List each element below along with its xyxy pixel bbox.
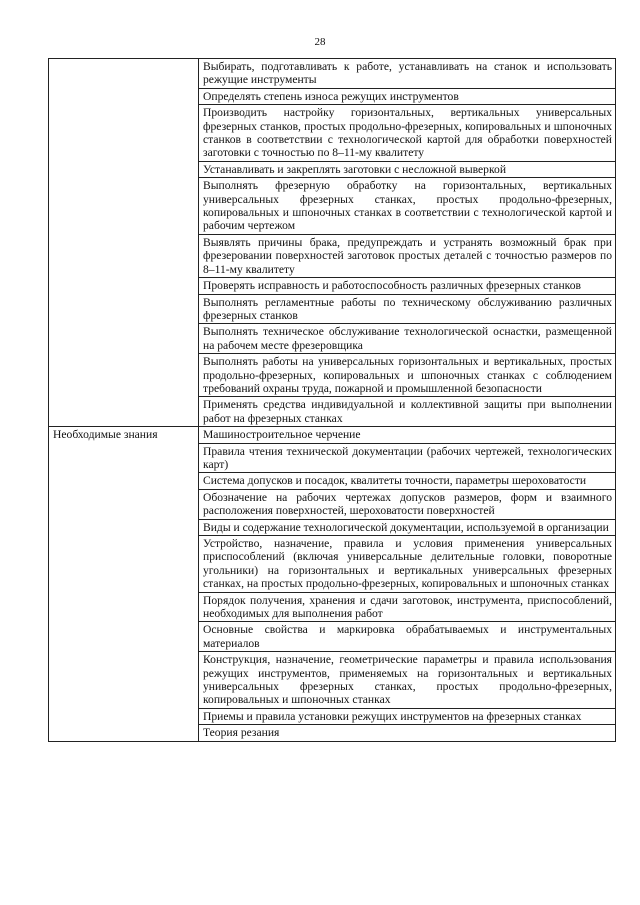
requirements-table xyxy=(48,58,616,742)
page-number: 28 xyxy=(314,36,326,48)
requirement-item: Производить настройку горизонтальных, вертикальных универсальных фрезерных станков, простых продольно-фрезерных, копировальных и шпоночных станков в соответствии с технологической картой для обработки поверхностей заготовки с точностью по 8–11-му квалитету xyxy=(199,105,616,162)
requirement-item: Машиностроительное черчение xyxy=(199,427,616,443)
requirement-item: Применять средства индивидуальной и коллективной защиты при выполнении работ на фрезерных станках xyxy=(199,397,616,427)
requirement-item: Выполнять регламентные работы по техническому обслуживанию различных фрезерных станков xyxy=(199,294,616,324)
requirement-item: Выполнять фрезерную обработку на горизонтальных, вертикальных универсальных фрезерных станках, простых продольно-фрезерных, копировальных и шпоночных станках в соответствии с технологической картой и рабочим чертежом xyxy=(199,178,616,235)
requirement-item: Выявлять причины брака, предупреждать и устранять возможный брак при фрезеровании поверхностей заготовок простых деталей с точностью размеров по 8–11-му квалитету xyxy=(199,234,616,277)
requirement-item: Виды и содержание технологической документации, используемой в организации xyxy=(199,519,616,535)
requirement-item: Выполнять техническое обслуживание технологической оснастки, размещенной на рабочем месте фрезеровщика xyxy=(199,324,616,354)
requirement-item: Правила чтения технической документации (рабочих чертежей, технологических карт) xyxy=(199,443,616,473)
requirement-item: Порядок получения, хранения и сдачи заготовок, инструмента, приспособлений, необходимых для выполнения работ xyxy=(199,592,616,622)
requirement-item: Приемы и правила установки режущих инструментов на фрезерных станках xyxy=(199,708,616,724)
requirement-item: Устанавливать и закреплять заготовки с несложной выверкой xyxy=(199,161,616,177)
requirement-item: Определять степень износа режущих инструментов xyxy=(199,88,616,104)
section-label: Необходимые знания xyxy=(49,427,199,742)
requirement-item: Обозначение на рабочих чертежах допусков размеров, форм и взаимного расположения поверхностей, шероховатости поверхностей xyxy=(199,489,616,519)
requirement-item: Основные свойства и маркировка обрабатываемых и инструментальных материалов xyxy=(199,622,616,652)
requirement-item: Теория резания xyxy=(199,725,616,741)
table-row xyxy=(49,427,616,443)
section-label xyxy=(49,59,199,427)
requirement-item: Конструкция, назначение, геометрические параметры и правила использования режущих инструментов, применяемых на горизонтальных и вертикальных универсальных фрезерных станках, простых продольно-фрезерных, копировальных и шпоночных станках xyxy=(199,652,616,709)
requirement-item: Проверять исправность и работоспособность различных фрезерных станков xyxy=(199,278,616,294)
requirement-item: Выполнять работы на универсальных горизонтальных и вертикальных, простых продольно-фрезерных, копировальных и шпоночных станках с соблюдением требований охраны труда, пожарной и промышленной безопасности xyxy=(199,354,616,397)
requirement-item: Система допусков и посадок, квалитеты точности, параметры шероховатости xyxy=(199,473,616,489)
requirement-item: Выбирать, подготавливать к работе, устанавливать на станок и использовать режущие инструменты xyxy=(199,59,616,89)
table-row xyxy=(49,59,616,89)
requirement-item: Устройство, назначение, правила и условия применения универсальных приспособлений (включая универсальные делительные головки, поворотные угольники) на горизонтальных и вертикальных универсальных фрезерных станках, на простых продольно-фрезерных, копировальных и шпоночных станках xyxy=(199,536,616,593)
